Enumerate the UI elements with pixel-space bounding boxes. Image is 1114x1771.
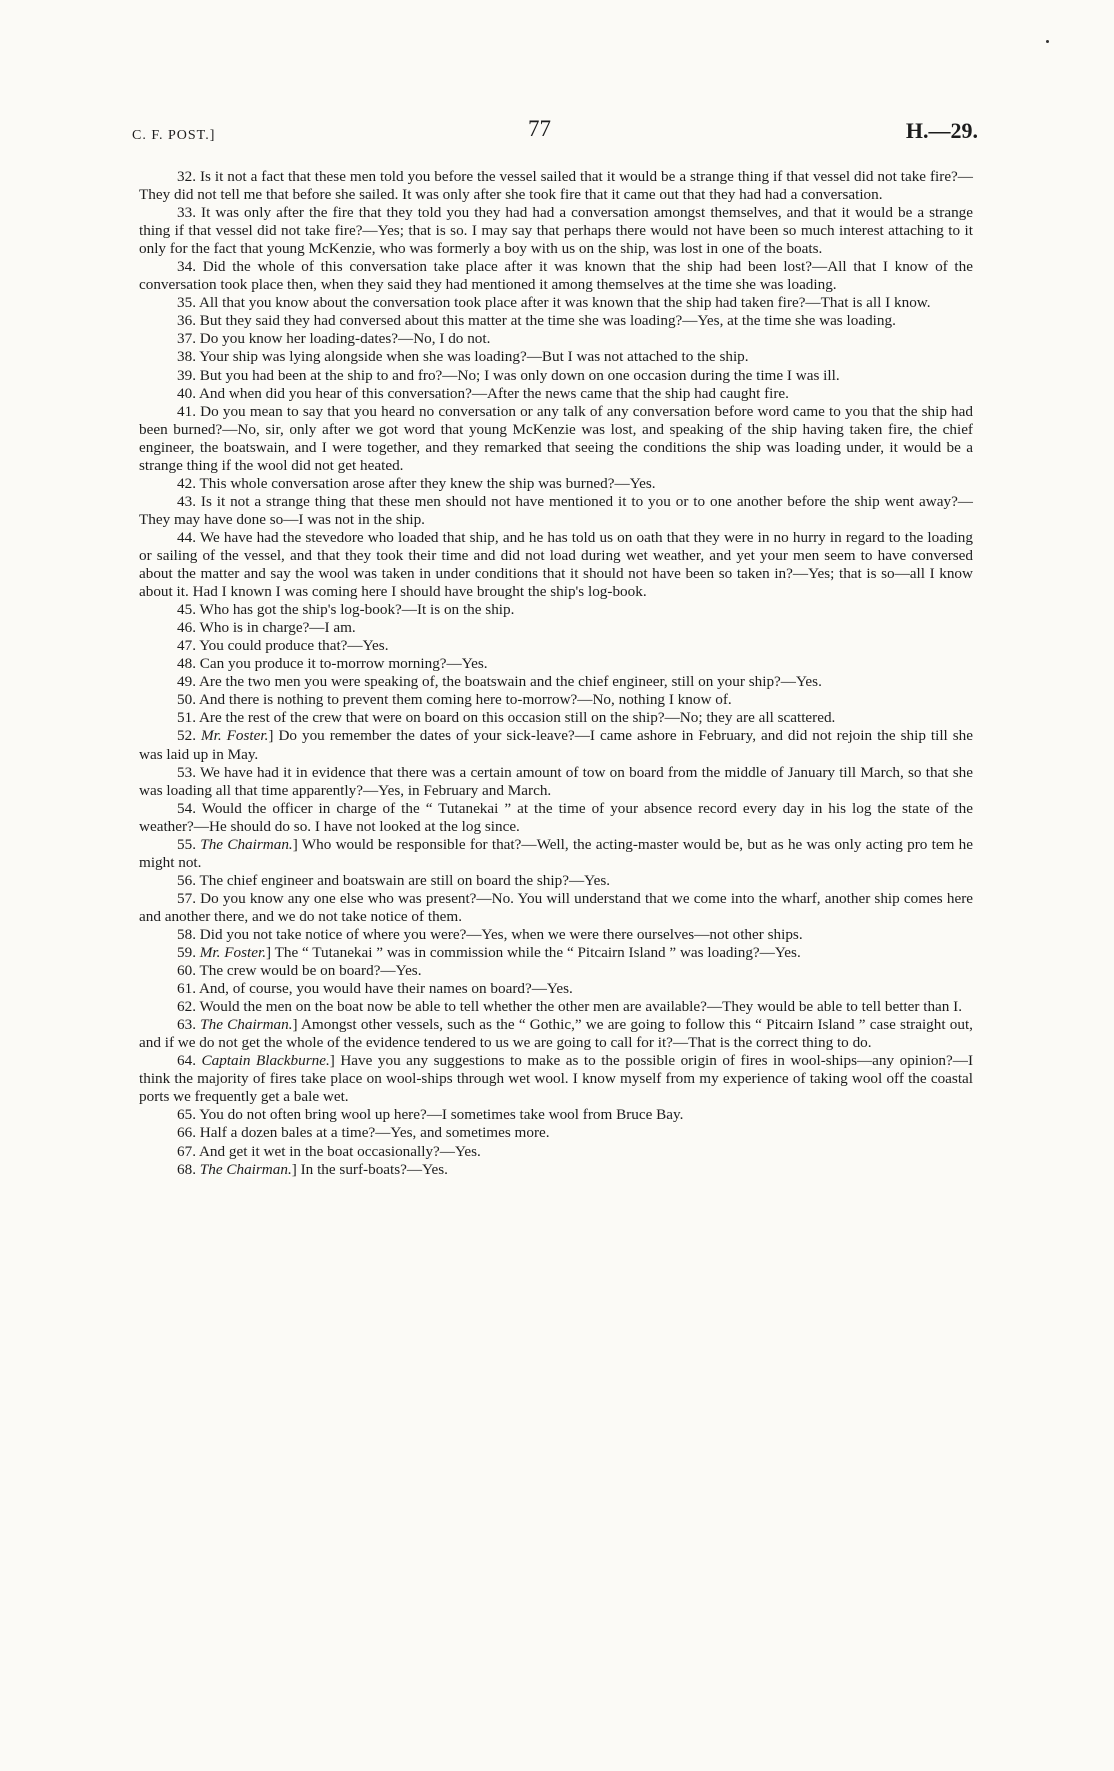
transcript-paragraph (139, 1106, 973, 1124)
transcript-paragraph (139, 475, 973, 493)
paragraph-text: Is it not a fact that these men told you before the vessel sailed that it would be a strange thing if that vessel did not take fire?—They did not tell me that before she sailed. It was only after she took fire that it came out that they had had a conversation. (139, 168, 973, 204)
question-number: 67. (177, 1142, 196, 1160)
transcript-body (139, 168, 973, 1179)
question-number: 56. (177, 871, 196, 889)
transcript-paragraph (139, 709, 973, 727)
transcript-paragraph (139, 168, 973, 204)
transcript-paragraph (139, 872, 973, 890)
question-number: 57. (177, 889, 196, 907)
question-number: 61. (177, 980, 196, 998)
paragraph-text: The “ Tutanekai ” was in commission while the “ Pitcairn Island ” was loading?—Yes. (274, 944, 801, 962)
question-number: 35. (177, 294, 196, 312)
transcript-paragraph: 64. Captain Blackburne.] Have you any suggestions to make as to the possible origin of fires in wool-ships—any opinion?—I think the majority of fires take place on wool-ships through wet wool. I know myself from my experience of taking wool off the coastal ports we frequently get a bale wet. (139, 1052, 974, 1106)
speaker-name: The Chairman. (200, 1016, 293, 1034)
paragraph-text: Do you know her loading-dates?—No, I do not. (199, 330, 491, 348)
transcript-paragraph (139, 493, 973, 529)
speaker-name: The Chairman. (200, 835, 293, 853)
header-section-ref: C. F. POST.] (132, 128, 216, 143)
transcript-paragraph: 59. Mr. Foster.] The “ Tutanekai ” was in commission while the “ Pitcairn Island ” was loading?—Yes. (177, 944, 801, 962)
question-number: 55. (177, 835, 196, 853)
question-number: 40. (177, 384, 196, 402)
question-number: 32. (177, 168, 196, 185)
transcript-paragraph (139, 1143, 973, 1161)
question-number: 63. (177, 1016, 196, 1034)
question-number: 43. (177, 492, 196, 510)
question-number: 38. (177, 348, 196, 366)
paragraph-text: Would the men on the boat now be able to tell whether the other men are available?—They would be able to tell better than I. (199, 998, 963, 1016)
question-number: 45. (177, 601, 196, 619)
page-header (132, 116, 978, 156)
speaker-name: Captain Blackburne. (201, 1052, 330, 1070)
paragraph-text: Would the officer in charge of the “ Tutanekai ” at the time of your absence record every day in his log the state of the weather?—He should do so. I have not looked at the log since. (139, 799, 973, 835)
paragraph-text: Who would be responsible for that?—Well, the acting-master would be, but as he was only acting pro tem he might not. (139, 835, 973, 871)
transcript-paragraph (139, 962, 973, 980)
question-number: 51. (177, 709, 196, 727)
transcript-paragraph (139, 764, 973, 800)
question-number: 34. (177, 258, 196, 276)
paragraph-text: Your ship was lying alongside when she was loading?—But I was not attached to the ship. (199, 348, 749, 366)
paragraph-text: Is it not a strange thing that these men should not have mentioned it to you or to one another before the ship went away?—They may have done so—I was not in the ship. (139, 492, 973, 528)
transcript-paragraph (139, 800, 973, 836)
transcript-paragraph (139, 998, 973, 1016)
question-number: 37. (177, 330, 196, 348)
question-number: 62. (177, 998, 196, 1016)
question-number: 33. (177, 204, 196, 222)
paragraph-text: We have had the stevedore who loaded that ship, and he has told us on oath that they were in no hurry in regard to the loading or sailing of the vessel, and that they took their time and did not load during wet weather, and yet your men seem to have conversed about the matter and say the wool was taken in under conditions that it should not have been so taken in?—Yes; that is so—all I know about it. Had I known I was coming here I should have brought the ship's log-book. (139, 528, 973, 601)
speaker-name: The Chairman. (199, 1160, 292, 1178)
transcript-paragraph (139, 890, 973, 926)
paragraph-text: Who has got the ship's log-book?—It is on the ship. (199, 601, 515, 619)
transcript-paragraph: 52. Mr. Foster.] Do you remember the dates of your sick-leave?—I came ashore in February, and did not rejoin the ship till she was laid up in May. (139, 727, 973, 763)
question-number: 44. (177, 528, 196, 546)
paragraph-text: All that you know about the conversation took place after it was known that the ship had taken fire?—That is all I know. (198, 294, 931, 312)
paragraph-text: Did you not take notice of where you were?—Yes, when we were there ourselves—not other ships. (199, 925, 803, 943)
paragraph-text: The chief engineer and boatswain are still on board the ship?—Yes. (199, 871, 611, 889)
question-number: 49. (177, 673, 196, 691)
paragraph-text: It was only after the fire that they told you they had had a conversation amongst themselves, and that it would be a strange thing if that vessel did not take fire?—Yes; that is so. I may say that perhaps there would not have been so much interest attaching to it only for the fact that young McKenzie, who was formerly a boy with us on the ship, was lost in one of the boats. (139, 204, 974, 258)
paragraph-text: This whole conversation arose after they knew the ship was burned?—Yes. (199, 474, 656, 492)
question-number: 68. (177, 1160, 196, 1178)
paragraph-text: Are the two men you were speaking of, the boatswain and the chief engineer, still on your ship?—Yes. (198, 673, 822, 691)
transcript-paragraph (139, 926, 973, 944)
transcript-paragraph (139, 403, 973, 475)
question-number: 50. (177, 691, 196, 709)
transcript-paragraph (139, 294, 973, 312)
paragraph-text: But they said they had conversed about this matter at the time she was loading?—Yes, at the time she was loading. (199, 312, 896, 330)
page-number: 77 (528, 116, 551, 141)
paragraph-text: We have had it in evidence that there was a certain amount of tow on board from the middle of January till March, so that she was loading all that time apparently?—Yes, in February and March. (139, 763, 973, 799)
transcript-paragraph (139, 258, 973, 294)
transcript-paragraph (139, 655, 973, 673)
transcript-paragraph (139, 619, 973, 637)
paragraph-text: The crew would be on board?—Yes. (199, 962, 422, 980)
transcript-paragraph (139, 637, 973, 655)
paragraph-text: Amongst other vessels, such as the “ Gothic,” we are going to follow this “ Pitcairn Island ” case straight out, and if we do not get the whole of the evidence tendered to us we are going to call for it?—That is the correct thing to do. (139, 1016, 973, 1052)
paragraph-text: Do you know any one else who was present?—No. You will understand that we come into the wharf, another ship comes here and another there, and we do not take notice of them. (139, 889, 974, 925)
question-number: 53. (177, 763, 196, 781)
transcript-paragraph (139, 691, 973, 709)
question-number: 58. (177, 925, 196, 943)
transcript-paragraph (139, 312, 973, 330)
document-reference: H.—29. (905, 118, 978, 143)
paragraph-text: And when did you hear of this conversation?—After the news came that the ship had caught fire. (198, 384, 789, 402)
question-number: 47. (177, 637, 196, 655)
scan-speck (1046, 40, 1049, 43)
transcript-paragraph (139, 204, 973, 258)
paragraph-text: Who is in charge?—I am. (199, 619, 356, 637)
paragraph-text: Do you mean to say that you heard no conversation or any talk of any conversation before word came to you that the ship had been burned?—No, sir, only after we got word that young McKenzie was lost, and speaking of the ship having taken fire, the chief engineer, the boatswain, and I were together, and they remarked that seeing the conditions the ship was loading under, it would be a strange thing if the wool did not get heated. (139, 402, 974, 474)
paragraph-text: And, of course, you would have their names on board?—Yes. (198, 980, 573, 998)
question-number: 59. (177, 944, 196, 962)
question-number: 65. (177, 1106, 196, 1124)
speaker-name: Mr. Foster. (199, 944, 267, 962)
question-number: 64. (177, 1052, 196, 1070)
paragraph-text: Have you any suggestions to make as to the possible origin of fires in wool-ships—any opinion?—I think the majority of fires take place on wool-ships through wet wool. I know myself from my experience of taking wool off the coastal ports we frequently get a bale wet. (139, 1052, 974, 1106)
transcript-paragraph (139, 348, 973, 366)
transcript-paragraph: 68. The Chairman.] In the surf-boats?—Yes. (177, 1160, 448, 1178)
paragraph-text: But you had been at the ship to and fro?—No; I was only down on one occasion during the time I was ill. (199, 366, 840, 384)
question-number: 46. (177, 619, 196, 637)
question-number: 41. (177, 402, 196, 420)
paragraph-text: Do you remember the dates of your sick-leave?—I came ashore in February, and did not rejoin the ship till she was laid up in May. (139, 727, 973, 763)
question-number: 36. (177, 312, 196, 330)
paragraph-text: Did the whole of this conversation take place after it was known that the ship had been lost?—All that I know of the conversation took place then, when they said they had mentioned it among themselves at the time she was loading. (139, 258, 973, 294)
paragraph-text: You do not often bring wool up here?—I sometimes take wool from Bruce Bay. (199, 1106, 684, 1124)
paragraph-text: Half a dozen bales at a time?—Yes, and sometimes more. (199, 1124, 550, 1142)
speaker-name: Mr. Foster. (200, 727, 269, 745)
transcript-paragraph (139, 673, 973, 691)
question-number: 60. (177, 962, 196, 980)
paragraph-text: Can you produce it to-morrow morning?—Yes. (199, 655, 488, 673)
paragraph-text: And get it wet in the boat occasionally?—Yes. (198, 1142, 481, 1160)
question-number: 42. (177, 474, 196, 492)
paragraph-text: Are the rest of the crew that were on board on this occasion still on the ship?—No; they are all scattered. (198, 709, 836, 727)
question-number: 52. (177, 727, 196, 745)
transcript-paragraph (139, 385, 973, 403)
transcript-paragraph (139, 529, 973, 601)
transcript-paragraph (139, 1124, 973, 1142)
question-number: 39. (177, 366, 196, 384)
transcript-paragraph: 63. The Chairman.] Amongst other vessels, such as the “ Gothic,” we are going to follow this “ Pitcairn Island ” case straight out, and if we do not get the whole of the evidence tendered to us we are going to call for it?—That is the correct thing to do. (139, 1016, 973, 1052)
transcript-paragraph (139, 330, 973, 348)
paragraph-text: You could produce that?—Yes. (199, 637, 389, 655)
transcript-paragraph (139, 367, 973, 385)
question-number: 66. (177, 1124, 196, 1142)
transcript-paragraph (139, 601, 973, 619)
question-number: 48. (177, 655, 196, 673)
paragraph-text: And there is nothing to prevent them coming here to-morrow?—No, nothing I know of. (198, 691, 732, 709)
paragraph-text: In the surf-boats?—Yes. (300, 1160, 448, 1178)
question-number: 54. (177, 799, 196, 817)
transcript-paragraph (139, 980, 973, 998)
transcript-paragraph: 55. The Chairman.] Who would be responsible for that?—Well, the acting-master would be, but as he was only acting pro tem he might not. (139, 835, 973, 871)
